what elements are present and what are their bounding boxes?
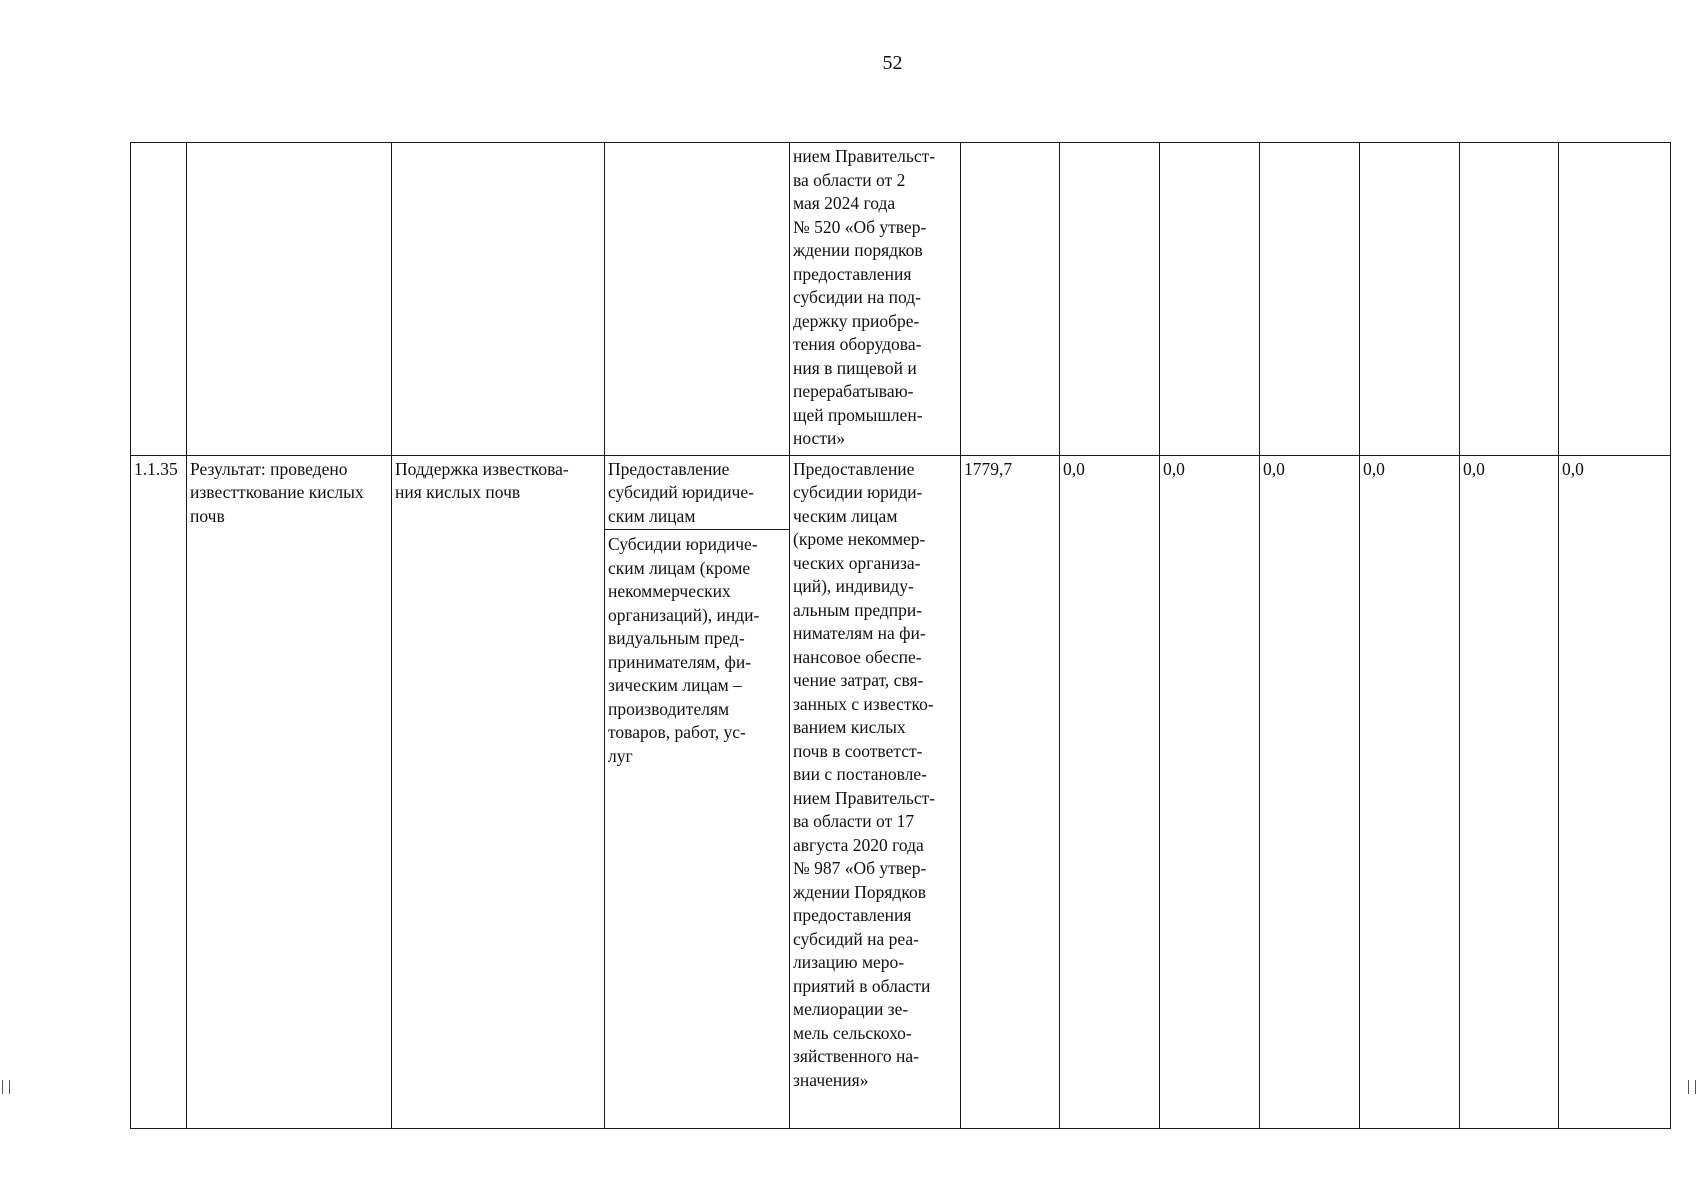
cell-value (961, 143, 1060, 456)
cell-mechanism (605, 143, 790, 456)
table-row (131, 143, 1671, 456)
mechanism-cell (605, 455, 790, 1128)
result-text: Результат: проведено известткование кислых почв (187, 455, 392, 1128)
mechanism-title: Предоставление субсидий юридиче- ским лицам (605, 456, 789, 531)
value-cell: 0,0 (1360, 455, 1460, 1128)
table-row (131, 455, 1671, 1128)
cell-value (1460, 143, 1559, 456)
binding-mark-left (2, 1080, 10, 1094)
binding-mark-right (1688, 1080, 1696, 1094)
measure-text: Поддержка известкова- ния кислых почв (392, 455, 605, 1128)
program-table (130, 142, 1671, 1129)
value-cell: 1779,7 (961, 455, 1060, 1128)
cell-value (1360, 143, 1460, 456)
cell-legal-basis: нием Правительст- ва области от 2 мая 2024 года № 520 «Об утвер- ждении порядков предоставления субсидии на под- держку приобре- тения оборудова- ния в пищевой и перерабатываю- щей промышлен- ности» (790, 143, 961, 456)
value-cell: 0,0 (1460, 455, 1559, 1128)
row-number: 1.1.35 (131, 455, 187, 1128)
value-cell: 0,0 (1559, 455, 1671, 1128)
cell-value (1060, 143, 1160, 456)
value-cell: 0,0 (1160, 455, 1260, 1128)
cell-value (1160, 143, 1260, 456)
cell-number (131, 143, 187, 456)
cell-value (1260, 143, 1360, 456)
legal-basis-text: Предоставление субсидии юриди- ческим лицам (кроме некоммер- ческих организа- ций), индивиду- альным предпри- нимателям на фи- нансовое обеспе- чение затрат, свя- занных с известко- ванием кислых почв в соответст- вии с постановле- нием Правительст- ва области от 17 августа 2020 года № 987 «Об утвер- ждении Порядков предоставления субсидий на реа- лизацию меро- приятий в области мелиорации зе- мель сельскохо- зяйственного на- значения» (790, 455, 961, 1128)
mechanism-detail: Субсидии юридиче- ским лицам (кроме некоммерческих организаций), инди- видуальным пред- принимателям, фи- зическим лицам – производителям товаров, работ, ус- луг (608, 534, 760, 766)
cell-value (1559, 143, 1671, 456)
cell-result (187, 143, 392, 456)
page-number: 52 (882, 52, 903, 74)
cell-measure (392, 143, 605, 456)
value-cell: 0,0 (1260, 455, 1360, 1128)
value-cell: 0,0 (1060, 455, 1160, 1128)
